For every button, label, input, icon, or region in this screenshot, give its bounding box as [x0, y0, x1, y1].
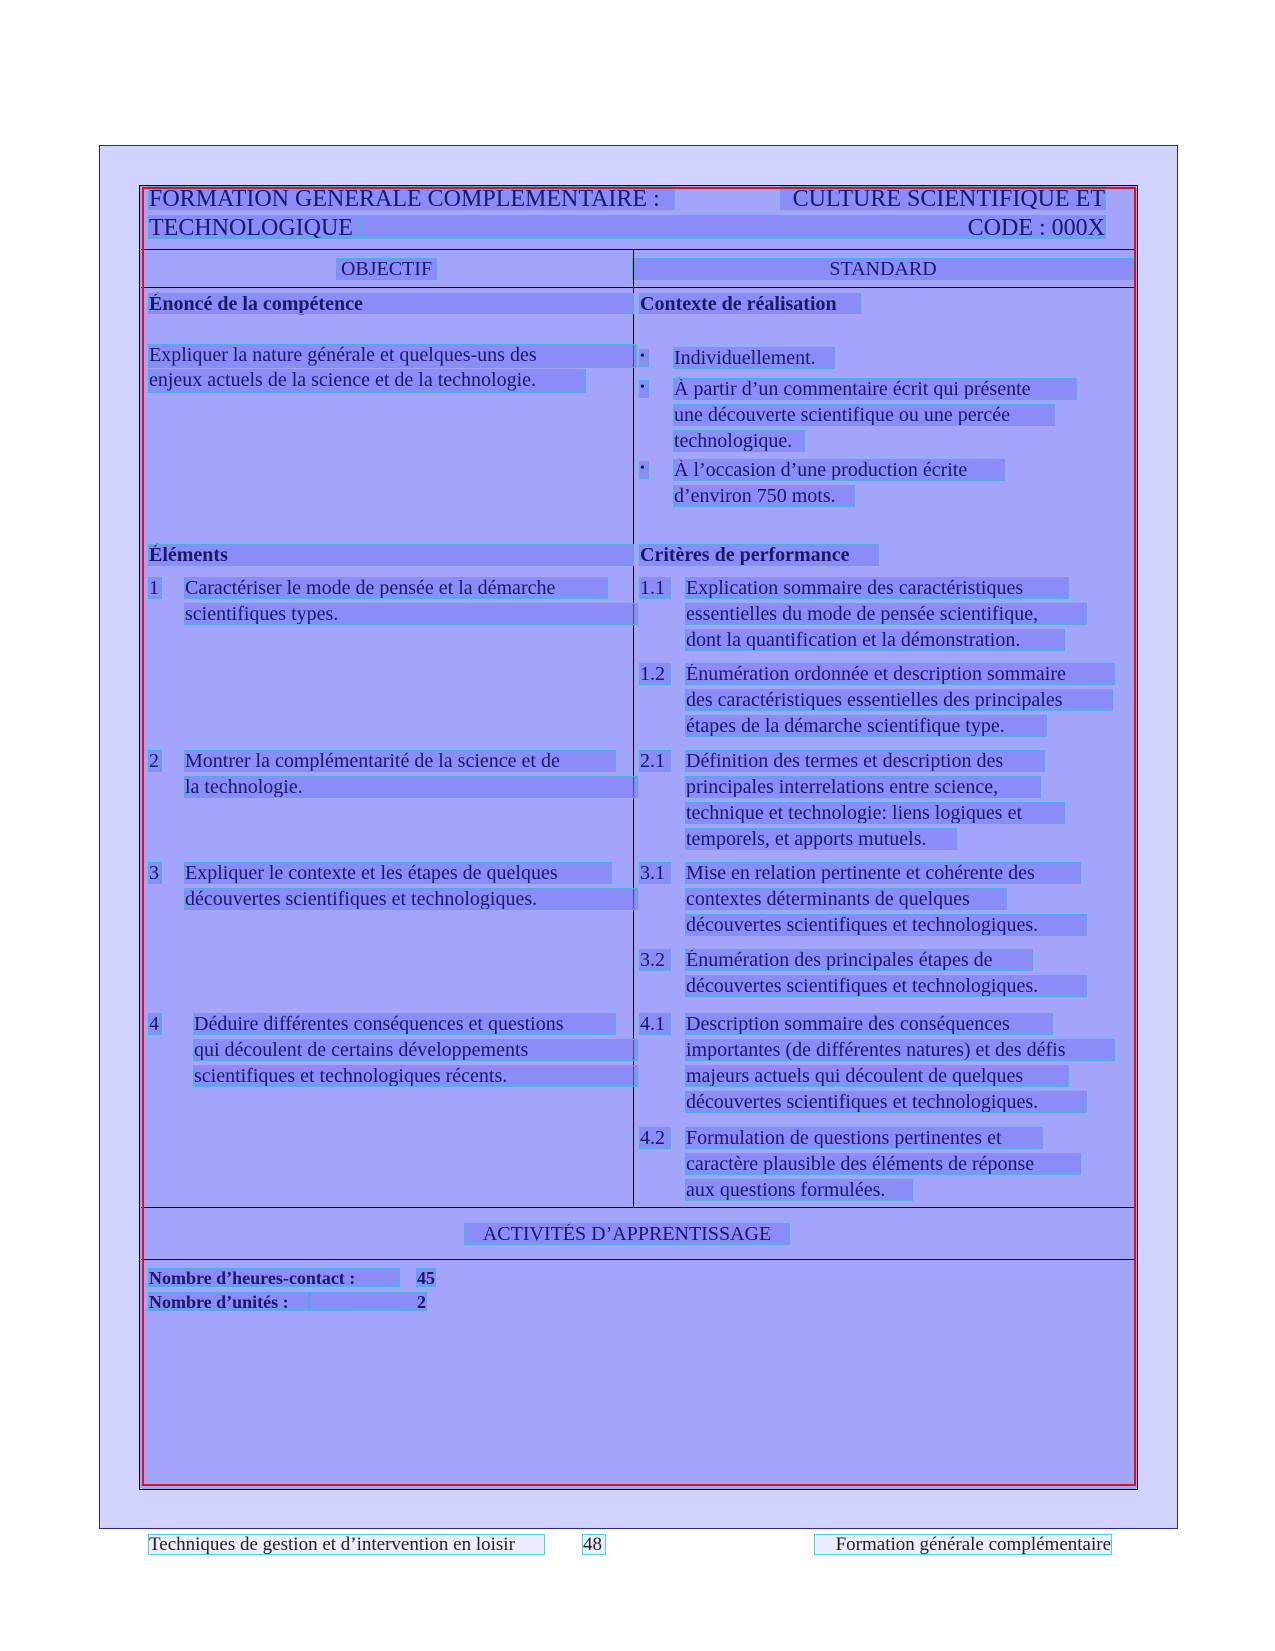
context-item: À partir d’un commentaire écrit qui présente	[674, 379, 1076, 399]
element-text: scientifiques types.	[185, 604, 637, 624]
criterion-number: 4.2	[640, 1128, 670, 1148]
hours-label: Nombre d’heures-contact :	[149, 1269, 399, 1286]
element-text: qui découlent de certains développements	[194, 1040, 637, 1060]
bullet-marker: •	[640, 350, 648, 366]
criterion-text: technique et technologie: liens logiques et	[686, 803, 1064, 823]
criterion-text: Formulation de questions pertinentes et	[686, 1128, 1042, 1148]
element-text: Déduire différentes conséquences et questions	[194, 1014, 615, 1034]
element-text: scientifiques et technologiques récents.	[194, 1066, 637, 1086]
element-number: 2	[149, 750, 159, 772]
criterion-text: Explication sommaire des caractéristiques	[686, 578, 1068, 598]
elements-heading: Éléments	[149, 545, 633, 565]
element-text: Expliquer le contexte et les étapes de quelques	[185, 863, 611, 883]
criterion-text: Énumération ordonnée et description sommaire	[686, 664, 1114, 684]
divider	[141, 249, 1136, 250]
element-text: Montrer la complémentarité de la science et de	[185, 751, 615, 771]
course-code: CODE : 000X	[361, 216, 1105, 238]
criterion-text: Mise en relation pertinente et cohérente des	[686, 863, 1080, 883]
context-item: Individuellement.	[674, 348, 834, 368]
criterion-text: contextes déterminants de quelques	[686, 889, 1006, 909]
context-heading: Contexte de réalisation	[640, 294, 860, 313]
criterion-text: principales interrelations entre science,	[686, 777, 1040, 797]
criterion-text: Définition des termes et description des	[686, 751, 1044, 771]
element-text: la technologie.	[185, 777, 637, 797]
header-title-left: FORMATION GÉNÉRALE COMPLÉMENTAIRE :	[149, 187, 674, 209]
column-header-objectif: OBJECTIF	[337, 259, 436, 279]
units-value: 2	[309, 1293, 426, 1310]
criterion-text: temporels, et apports mutuels.	[686, 829, 956, 849]
criterion-text: Énumération des principales étapes de	[686, 950, 1032, 970]
hours-value: 45	[417, 1268, 435, 1288]
footer-program: Techniques de gestion et d’intervention en loisir	[149, 1535, 544, 1554]
context-item: une découverte scientifique ou une percée	[674, 405, 1054, 425]
criterion-number: 3.2	[640, 950, 670, 970]
competence-heading: Énoncé de la compétence	[149, 294, 633, 313]
units-label: Nombre d’unités :	[149, 1293, 309, 1310]
bullet-marker: •	[640, 381, 648, 397]
criterion-text: découvertes scientifiques et technologiques.	[686, 976, 1086, 996]
criterion-text: dont la quantification et la démonstration.	[686, 630, 1064, 650]
competence-text: Expliquer la nature générale et quelques-uns des	[149, 345, 636, 367]
criterion-number: 3.1	[640, 863, 670, 883]
page-number: 48	[583, 1535, 605, 1554]
element-number: 3	[149, 862, 159, 884]
criteria-heading: Critères de performance	[640, 545, 878, 565]
criterion-number: 4.1	[640, 1014, 670, 1034]
criterion-text: aux questions formulées.	[686, 1180, 912, 1200]
column-header-standard: STANDARD	[633, 259, 1133, 279]
divider	[141, 1207, 1136, 1208]
divider	[141, 287, 1136, 288]
criterion-text: découvertes scientifiques et technologiques.	[686, 915, 1086, 935]
criterion-text: étapes de la démarche scientifique type.	[686, 716, 1046, 736]
element-number: 4	[149, 1013, 159, 1035]
context-item: À l’occasion d’une production écrite	[674, 460, 1004, 480]
footer-section: Formation générale complémentaire	[815, 1535, 1111, 1554]
element-text: découvertes scientifiques et technologiques.	[185, 889, 637, 909]
context-item: technologique.	[674, 431, 804, 451]
criterion-text: majeurs actuels qui découlent de quelques	[686, 1066, 1068, 1086]
criterion-number: 1.1	[640, 578, 670, 598]
element-number: 1	[149, 577, 159, 599]
activities-heading: ACTIVITÉS D’APPRENTISSAGE	[465, 1224, 789, 1244]
bullet-marker: •	[640, 462, 648, 478]
header-title-right: CULTURE SCIENTIFIQUE ET	[781, 187, 1105, 209]
criterion-text: Description sommaire des conséquences	[686, 1014, 1052, 1034]
criterion-text: découvertes scientifiques et technologiques.	[686, 1092, 1086, 1112]
column-divider	[633, 249, 634, 1207]
element-text: Caractériser le mode de pensée et la démarche	[185, 578, 607, 598]
criterion-text: essentielles du mode de pensée scientifique,	[686, 604, 1086, 624]
criterion-text: importantes (de différentes natures) et des défis	[686, 1040, 1114, 1060]
competence-text: enjeux actuels de la science et de la technologie.	[149, 370, 585, 392]
divider	[141, 1259, 1136, 1260]
criterion-text: des caractéristiques essentielles des principales	[686, 690, 1112, 710]
criterion-text: caractère plausible des éléments de réponse	[686, 1154, 1080, 1174]
criterion-number: 2.1	[640, 751, 670, 771]
criterion-number: 1.2	[640, 664, 670, 684]
header-title-line2: TECHNOLOGIQUE	[149, 216, 359, 238]
context-item: d’environ 750 mots.	[674, 486, 854, 506]
